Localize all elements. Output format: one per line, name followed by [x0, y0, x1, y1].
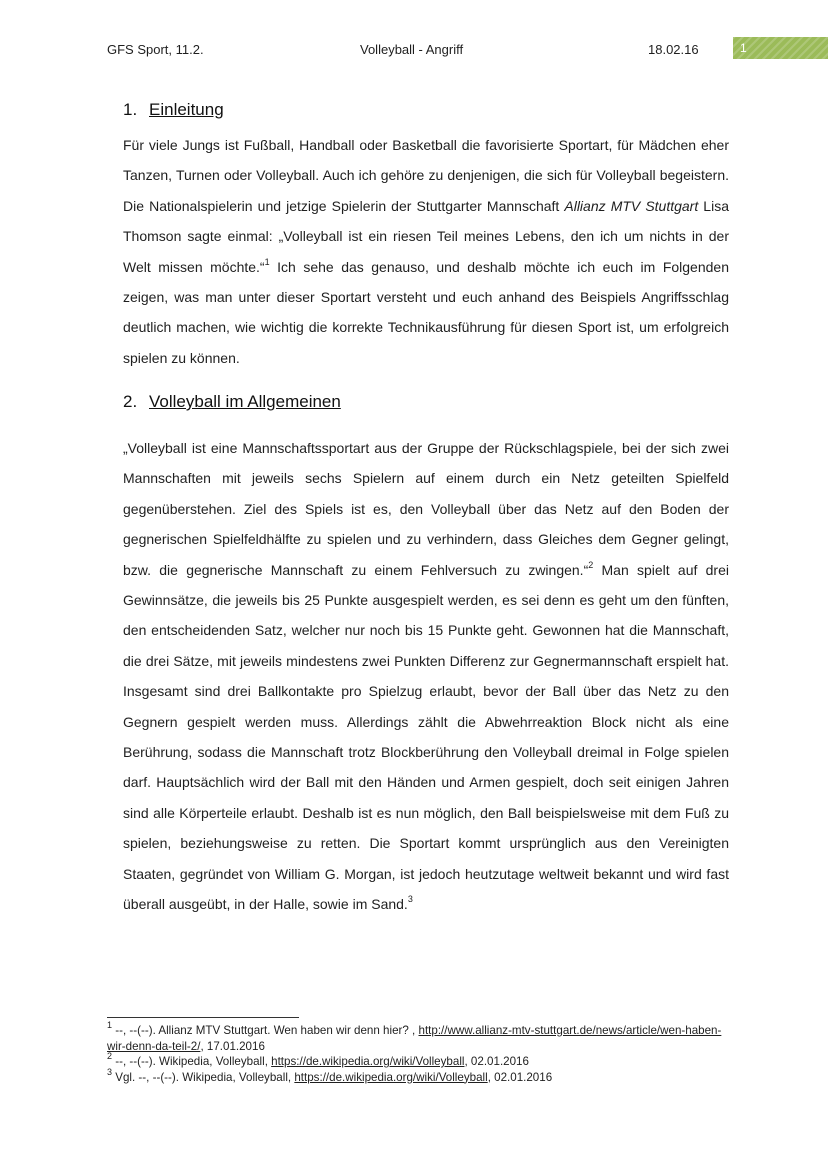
footnote-1 [107, 1020, 727, 1054]
header-course: GFS Sport, 11.2. [107, 42, 204, 57]
footnote-number: 3 [107, 1066, 113, 1077]
footnote-link[interactable]: https://de.wikipedia.org/wiki/Volleyball [271, 1055, 465, 1068]
footnote-link[interactable]: http://www.allianz-mtv-stuttgart.de/news/article/wen-haben-wir-denn-da-teil-2/ [107, 1024, 722, 1053]
text-run: Für viele Jungs ist Fußball, Handball oder Basketball die favorisierte Sportart, für Mädchen eher Tanzen, Turnen oder Volleyball. Auch ich gehöre zu denjenigen, die sich für Volleyball begeistern. Die Nationalspielerin und jetzige Spielerin der Stuttgarter Mannschaft [123, 137, 729, 214]
text-run: Man spielt auf drei Gewinnsätze, die jeweils bis 25 Punkte ausgespielt werden, es sei denn es geht um den fünften, den entscheidenden Satz, welcher nur noch bis 15 Punkte geht. Gewonnen hat die Mannschaft, die drei Sätze, mit jeweils mindestens zwei Punkten Differenz zur Gegnermannschaft erspielt hat. Insgesamt sind drei Ballkontakte pro Spielzug erlaubt, bevor der Ball über das Netz zu den Gegnern gespielt werden muss. Allerdings zählt die Abwehrreaktion Block nicht als eine Berührung, sodass die Mannschaft trotz Blockberührung den Volleyball dreimal in Folge spielen darf. Hauptsächlich wird der Ball mit den Händen und Armen gespielt, doch seit einigen Jahren sind alle Körperteile erlaubt. Deshalb ist es nun möglich, den Ball beispielsweise mit dem Fuß zu spielen, beziehungsweise zu retten. Die Sportart kommt ursprünglich aus den Vereinigten Staaten, gegründet von William G. Morgan, ist jedoch heutzutage weltweit bekannt und wird fast überall ausgeübt, in der Halle, sowie im Sand. [123, 561, 729, 913]
text-run: Lisa Thomson sagte einmal: „Volleyball ist ein riesen Teil meines Lebens, den ich um nichts in der Welt missen möchte.“ [123, 197, 729, 275]
paragraph-allgemeinen [123, 433, 729, 920]
footnote-text: --, --(--). Allianz MTV Stuttgart. Wen haben wir denn hier? , [112, 1024, 419, 1037]
text-run: Ich sehe das genauso, und deshalb möchte ich euch im Folgenden zeigen, was man unter dieser Sportart versteht und euch anhand des Beispiels Angriffsschlag deutlich machen, wie wichtig die korrekte Technikausführung für diesen Sport ist, um erfolgreich spielen zu können. [123, 258, 729, 366]
footnote-date: , 02.01.2016 [487, 1070, 553, 1084]
header-title: Volleyball - Angriff [360, 42, 464, 57]
section-title: Einleitung [149, 100, 224, 119]
section-heading-allgemeinen [123, 392, 341, 412]
footnote-ref: 2 [588, 559, 594, 570]
footnote-ref: 1 [264, 256, 270, 267]
footnote-3 [107, 1066, 727, 1086]
section-title: Volleyball im Allgemeinen [149, 392, 341, 411]
footnote-text: Vgl. --, --(--). Wikipedia, Volleyball, [112, 1070, 295, 1084]
page-number-box [733, 37, 828, 59]
footnote-date: , 02.01.2016 [464, 1055, 529, 1068]
footnote-number: 2 [107, 1051, 113, 1062]
text-run: „Volleyball ist eine Mannschaftssportart aus der Gruppe der Rückschlagspiele, bei der sich zwei Mannschaften mit jeweils sechs Spielern auf einem durch ein Netz geteilten Spielfeld gegenüberstehen. Ziel des Spiels ist es, den Volleyball über das Netz auf den Boden der gegnerischen Spielfeldhälfte zu spielen und zu verhindern, dass Gleiches dem Gegner gelingt, bzw. die gegnerische Mannschaft zu einem Fehlversuch zu zwingen.“ [123, 440, 729, 578]
footnote-separator [107, 1017, 299, 1018]
footnote-number: 1 [107, 1020, 113, 1031]
footnote-ref: 3 [407, 894, 413, 905]
page-number: 1 [740, 41, 747, 55]
header-date: 18.02.16 [648, 42, 699, 57]
footnotes [107, 1020, 727, 1085]
footnote-2 [107, 1051, 727, 1070]
footnote-text: --, --(--). Wikipedia, Volleyball, [112, 1055, 272, 1068]
section-number: 1. [123, 100, 138, 119]
section-number: 2. [123, 392, 138, 411]
footnote-link[interactable]: https://de.wikipedia.org/wiki/Volleyball [294, 1070, 488, 1084]
footnote-date: , 17.01.2016 [200, 1039, 265, 1053]
section-heading-einleitung [123, 100, 224, 120]
team-name: Allianz MTV Stuttgart [564, 197, 699, 214]
paragraph-einleitung [123, 130, 729, 373]
